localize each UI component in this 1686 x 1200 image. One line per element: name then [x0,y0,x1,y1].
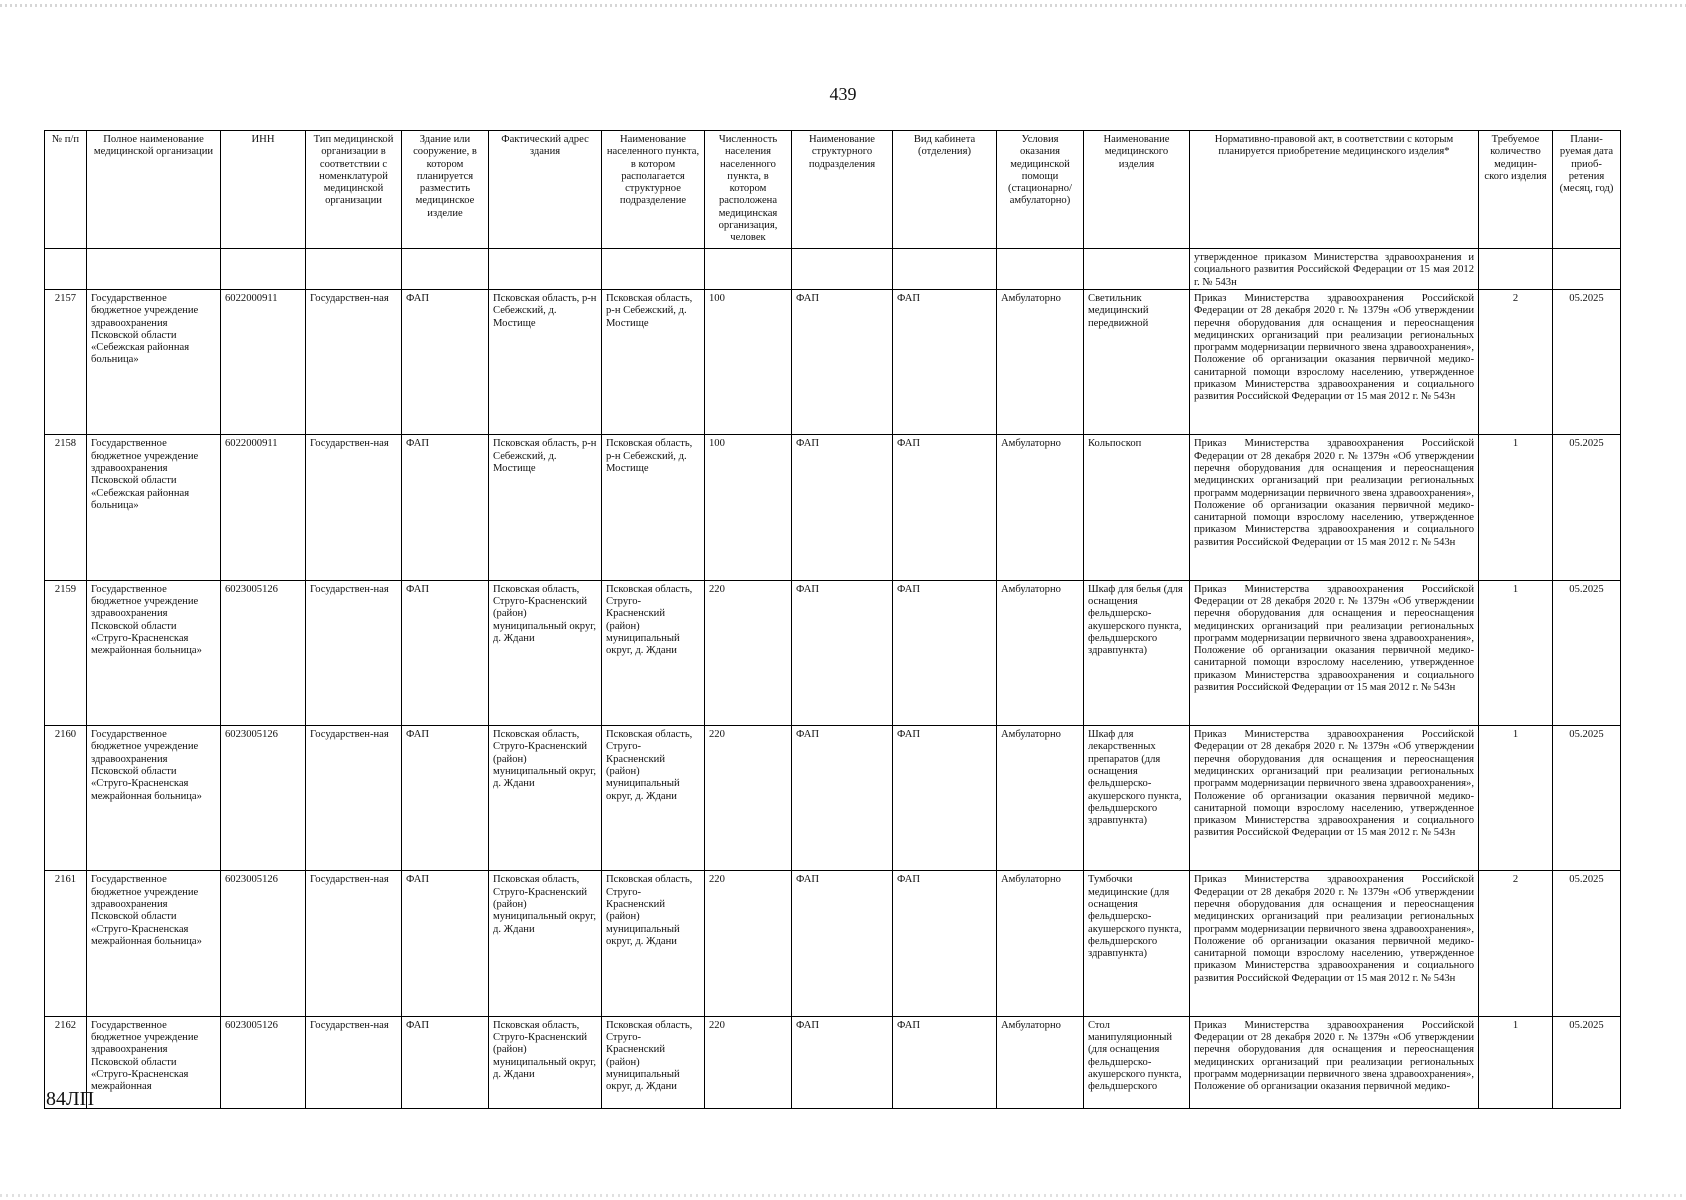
scan-edge-bottom [0,1194,1686,1197]
row-date: 05.2025 [1553,871,1621,1016]
row-law: Приказ Министерства здравоохранения Российской Федерации от 28 декабря 2020 г. № 1379н «Об утверждении перечня оборудования для оснащения и переоснащения медицинских организаций при реализации региональных программ модернизации первичного звена здравоохранения», Положение об организации оказания первичной медико- [1190,1016,1479,1108]
row-law: Приказ Министерства здравоохранения Российской Федерации от 28 декабря 2020 г. № 1379н «Об утверждении перечня оборудования для оснащения и переоснащения медицинских организаций при реализации региональных программ модернизации первичного звена здравоохранения», Положение об организации оказания первичной медико-санитарной помощи взрослому населению, утвержденное приказом Министерства здравоохранения и социального развития Российской Федерации от 15 мая 2012 г. № 543н [1190,580,1479,725]
header-date: Плани-руемая дата приоб-ретения (месяц, год) [1553,131,1621,249]
row-address: Псковская область, р-н Себежский, д. Мостище [489,289,602,434]
row-cabinet: ФАП [893,580,997,725]
row-date: 05.2025 [1553,726,1621,871]
row-num: 2161 [45,871,87,1016]
row-org-type: Государствен-ная [306,1016,402,1108]
row-num: 2158 [45,435,87,580]
row-org: Государственное бюджетное учреждение здравоохранения Псковской области «Струго-Красненская межрайонная больница» [87,580,221,725]
header-building: Здание или сооружение, в котором планируется разместить медицинское изделие [402,131,489,249]
row-unit: ФАП [792,1016,893,1108]
table-header-row [45,131,1621,249]
header-inn: ИНН [221,131,306,249]
scan-edge-top [0,4,1686,7]
row-population: 100 [705,435,792,580]
table-row [45,435,1621,580]
row-conditions: Амбулаторно [997,289,1084,434]
header-num: № п/п [45,131,87,249]
row-device: Стол манипуляционный (для оснащения фельдшерско-акушерского пункта, фельдшерского [1084,1016,1190,1108]
row-date: 05.2025 [1553,1016,1621,1108]
table-row [45,726,1621,871]
row-unit: ФАП [792,289,893,434]
row-org-type: Государствен-ная [306,726,402,871]
row-settlement: Псковская область, Струго-Красненский (район) муниципальный округ, д. Ждани [602,580,705,725]
row-org: Государственное бюджетное учреждение здравоохранения Псковской области «Струго-Красненская межрайонная [87,1016,221,1108]
row-qty: 2 [1479,289,1553,434]
page-number: 439 [829,84,857,104]
header-population: Численность населения населенного пункта, в котором расположена медицинская организация, человек [705,131,792,249]
row-org: Государственное бюджетное учреждение здравоохранения Псковской области «Себежская районная больница» [87,435,221,580]
row-law: Приказ Министерства здравоохранения Российской Федерации от 28 декабря 2020 г. № 1379н «Об утверждении перечня оборудования для оснащения и переоснащения медицинских организаций при реализации региональных программ модернизации первичного звена здравоохранения», Положение об организации оказания первичной медико-санитарной помощи взрослому населению, утвержденное приказом Министерства здравоохранения и социального развития Российской Федерации от 15 мая 2012 г. № 543н [1190,435,1479,580]
row-org-type: Государствен-ная [306,580,402,725]
row-cabinet: ФАП [893,1016,997,1108]
row-num: 2157 [45,289,87,434]
row-num: 2159 [45,580,87,725]
row-settlement: Псковская область, Струго-Красненский (район) муниципальный округ, д. Ждани [602,871,705,1016]
row-law: Приказ Министерства здравоохранения Российской Федерации от 28 декабря 2020 г. № 1379н «Об утверждении перечня оборудования для оснащения и переоснащения медицинских организаций при реализации региональных программ модернизации первичного звена здравоохранения», Положение об организации оказания первичной медико-санитарной помощи взрослому населению, утвержденное приказом Министерства здравоохранения и социального развития Российской Федерации от 15 мая 2012 г. № 543н [1190,289,1479,434]
table-body [45,249,1621,1109]
row-date: 05.2025 [1553,289,1621,434]
table-row [45,580,1621,725]
row-inn: 6023005126 [221,871,306,1016]
row-org: Государственное бюджетное учреждение здравоохранения Псковской области «Струго-Красненская межрайонная больница» [87,871,221,1016]
row-num: 2160 [45,726,87,871]
row-population: 100 [705,289,792,434]
row-conditions: Амбулаторно [997,726,1084,871]
row-unit: ФАП [792,435,893,580]
footer-code: 84ЛП [46,1088,95,1110]
row-inn: 6022000911 [221,289,306,434]
row-population: 220 [705,1016,792,1108]
row-conditions: Амбулаторно [997,435,1084,580]
row-building: ФАП [402,580,489,725]
row-num: 2162 [45,1016,87,1108]
row-cabinet: ФАП [893,435,997,580]
row-org: Государственное бюджетное учреждение здравоохранения Псковской области «Струго-Красненская межрайонная больница» [87,726,221,871]
row-conditions: Амбулаторно [997,1016,1084,1108]
row-unit: ФАП [792,726,893,871]
row-address: Псковская область, Струго-Красненский (район) муниципальный округ, д. Ждани [489,1016,602,1108]
row-settlement: Псковская область, Струго-Красненский (район) муниципальный округ, д. Ждани [602,726,705,871]
row-building: ФАП [402,1016,489,1108]
row-conditions: Амбулаторно [997,580,1084,725]
table-row [45,871,1621,1016]
row-inn: 6022000911 [221,435,306,580]
row-building: ФАП [402,435,489,580]
row-org-type: Государствен-ная [306,289,402,434]
header-cabinet: Вид кабинета (отделения) [893,131,997,249]
row-device: Светильник медицинский передвижной [1084,289,1190,434]
row-settlement: Псковская область, р-н Себежский, д. Мостище [602,289,705,434]
header-conditions: Условия оказания медицинской помощи (стационарно/ амбулаторно) [997,131,1084,249]
header-org: Полное наименование медицинской организации [87,131,221,249]
header-device: Наименование медицинского изделия [1084,131,1190,249]
row-qty: 1 [1479,726,1553,871]
header-qty: Требуемое количество медицин-ского изделия [1479,131,1553,249]
row-date: 05.2025 [1553,435,1621,580]
continuation-row [45,249,1621,290]
row-address: Псковская область, Струго-Красненский (район) муниципальный округ, д. Ждани [489,726,602,871]
table-row [45,289,1621,434]
row-inn: 6023005126 [221,726,306,871]
header-settlement: Наименование населенного пункта, в котором располагается структурное подразделение [602,131,705,249]
row-cabinet: ФАП [893,871,997,1016]
header-address: Фактический адрес здания [489,131,602,249]
row-law: Приказ Министерства здравоохранения Российской Федерации от 28 декабря 2020 г. № 1379н «Об утверждении перечня оборудования для оснащения и переоснащения медицинских организаций при реализации региональных программ модернизации первичного звена здравоохранения», Положение об организации оказания первичной медико-санитарной помощи взрослому населению, утвержденное приказом Министерства здравоохранения и социального развития Российской Федерации от 15 мая 2012 г. № 543н [1190,871,1479,1016]
row-address: Псковская область, Струго-Красненский (район) муниципальный округ, д. Ждани [489,580,602,725]
header-org-type: Тип медицинской организации в соответствии с номенклатурой медицинской организации [306,131,402,249]
row-qty: 1 [1479,435,1553,580]
row-qty: 1 [1479,1016,1553,1108]
row-device: Шкаф для белья (для оснащения фельдшерско-акушерского пункта, фельдшерского здравпункта) [1084,580,1190,725]
row-building: ФАП [402,289,489,434]
row-population: 220 [705,871,792,1016]
row-device: Тумбочки медицинские (для оснащения фельдшерско-акушерского пункта, фельдшерского здравпункта) [1084,871,1190,1016]
header-law: Нормативно-правовой акт, в соответствии с которым планируется приобретение медицинского изделия* [1190,131,1479,249]
header-unit: Наименование структурного подразделения [792,131,893,249]
row-unit: ФАП [792,871,893,1016]
row-device: Кольпоскоп [1084,435,1190,580]
row-law: Приказ Министерства здравоохранения Российской Федерации от 28 декабря 2020 г. № 1379н «Об утверждении перечня оборудования для оснащения и переоснащения медицинских организаций при реализации региональных программ модернизации первичного звена здравоохранения», Положение об организации оказания первичной медико-санитарной помощи взрослому населению, утвержденное приказом Министерства здравоохранения и социального развития Российской Федерации от 15 мая 2012 г. № 543н [1190,726,1479,871]
row-population: 220 [705,726,792,871]
row-qty: 2 [1479,871,1553,1016]
row-org-type: Государствен-ная [306,871,402,1016]
row-settlement: Псковская область, р-н Себежский, д. Мостище [602,435,705,580]
row-inn: 6023005126 [221,1016,306,1108]
row-unit: ФАП [792,580,893,725]
row-address: Псковская область, Струго-Красненский (район) муниципальный округ, д. Ждани [489,871,602,1016]
row-org-type: Государствен-ная [306,435,402,580]
equipment-table [44,130,1621,1109]
row-org: Государственное бюджетное учреждение здравоохранения Псковской области «Себежская районная больница» [87,289,221,434]
row-cabinet: ФАП [893,289,997,434]
row-qty: 1 [1479,580,1553,725]
row-population: 220 [705,580,792,725]
row-conditions: Амбулаторно [997,871,1084,1016]
row-date: 05.2025 [1553,580,1621,725]
row-cabinet: ФАП [893,726,997,871]
continuation-law: утвержденное приказом Министерства здравоохранения и социального развития Российской Федерации от 15 мая 2012 г. № 543н [1190,249,1479,290]
row-building: ФАП [402,726,489,871]
row-address: Псковская область, р-н Себежский, д. Мостище [489,435,602,580]
row-inn: 6023005126 [221,580,306,725]
row-building: ФАП [402,871,489,1016]
row-device: Шкаф для лекарственных препаратов (для оснащения фельдшерско-акушерского пункта, фельдшерского здравпункта) [1084,726,1190,871]
row-settlement: Псковская область, Струго-Красненский (район) муниципальный округ, д. Ждани [602,1016,705,1108]
table-row [45,1016,1621,1108]
